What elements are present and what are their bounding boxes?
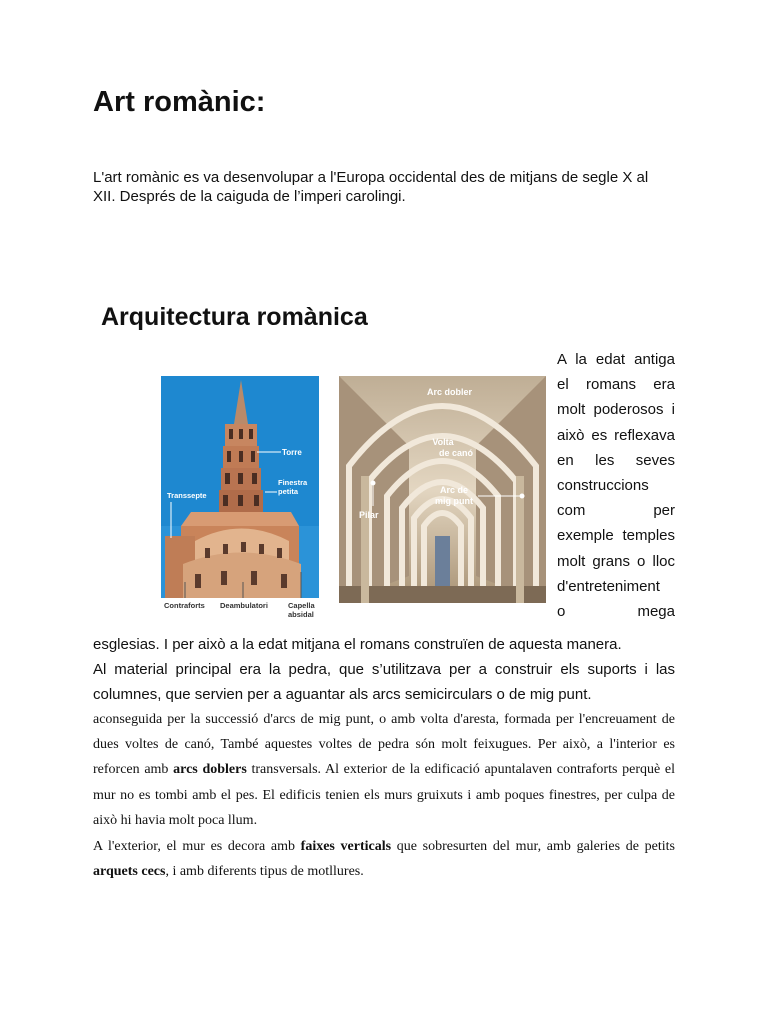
side-line: exemple temples — [557, 527, 675, 545]
label-arc-1: Arc de — [439, 485, 469, 495]
label-deambulatori: Deambulatori — [220, 601, 268, 610]
label-capella-2: absidal — [288, 610, 314, 619]
church-exterior-illustration — [161, 376, 319, 622]
label-arc-2: mig punt — [435, 496, 473, 506]
term-faixes-verticals: faixes verticals — [300, 839, 392, 854]
side-line: el romans era — [557, 376, 675, 394]
church-exterior-figure — [161, 376, 319, 622]
side-line: molt grans o lloc — [557, 552, 675, 570]
label-pilar: Pilar — [359, 510, 379, 520]
side-line: això es reflexava — [557, 426, 675, 444]
label-contraforts: Contraforts — [164, 601, 205, 610]
paragraph-material: Al material principal era la pedra, que s’utilitzava per a construir els suports i las columnes, que servien per a aguantar als arcs semicirculars o de mig punt. — [93, 661, 675, 703]
term-arquets-cecs: arquets cecs — [93, 864, 166, 880]
label-transsepte: Transsepte — [167, 491, 207, 500]
text-span: aconseguida per la successió d'arcs de mig punt, o amb volta d'aresta, formada per l'encreuament de dues voltes de canó, També aquestes voltes de pedra són molt feixugues. Per això, a l'interior es reforcen amb — [93, 712, 675, 778]
page-title: Art romànic: — [93, 86, 266, 118]
church-interior-figure — [339, 376, 546, 603]
continuation-line: esglesias. I per això a la edat mitjana el romans construïen de aquesta manera. — [93, 636, 622, 653]
label-finestra-2: petita — [278, 487, 299, 496]
side-line: en les seves — [557, 451, 675, 469]
paragraph-exterior — [93, 834, 675, 884]
label-torre: Torre — [282, 448, 302, 457]
intro-paragraph: L'art romànic es va desenvolupar a l'Europa occidental des de mitjans de segle X al XII. Després de la caiguda de l’imperi carolingi. — [93, 169, 649, 205]
label-arc-dobler: Arc dobler — [427, 387, 473, 397]
label-volta-2: de canó — [438, 448, 474, 458]
paragraph-voltes — [93, 707, 675, 833]
term-arcs-doblers: arcs doblers — [173, 762, 247, 778]
side-line: d'entreteniment — [557, 577, 660, 595]
label-volta-1: Volta — [432, 437, 454, 447]
side-line: construccions — [557, 476, 649, 494]
label-finestra-1: Finestra — [278, 478, 308, 487]
section-title: Arquitectura romànica — [101, 303, 368, 331]
text-span: , i amb diferents tipus de motllures. — [165, 864, 364, 880]
side-line: com per — [557, 502, 675, 520]
text-span: que sobresurten del mur, amb galeries de petits — [391, 839, 675, 854]
text-span: transversals. Al exterior de la edificació apuntalaven contraforts perquè el mur no es tombi amb el pes. El edificis tenien els murs gruixuts i amb poques finestres, per culpa de això hi havia molt poca llum. — [93, 762, 676, 828]
text-span: A l'exterior, el mur es decora amb — [93, 839, 301, 854]
side-line: A la edat antiga — [557, 351, 675, 368]
church-interior-illustration — [339, 376, 546, 603]
side-line: o mega — [557, 602, 675, 620]
label-capella-1: Capella — [288, 601, 315, 610]
side-line: molt poderosos i — [557, 401, 675, 419]
side-text-column — [557, 347, 675, 624]
